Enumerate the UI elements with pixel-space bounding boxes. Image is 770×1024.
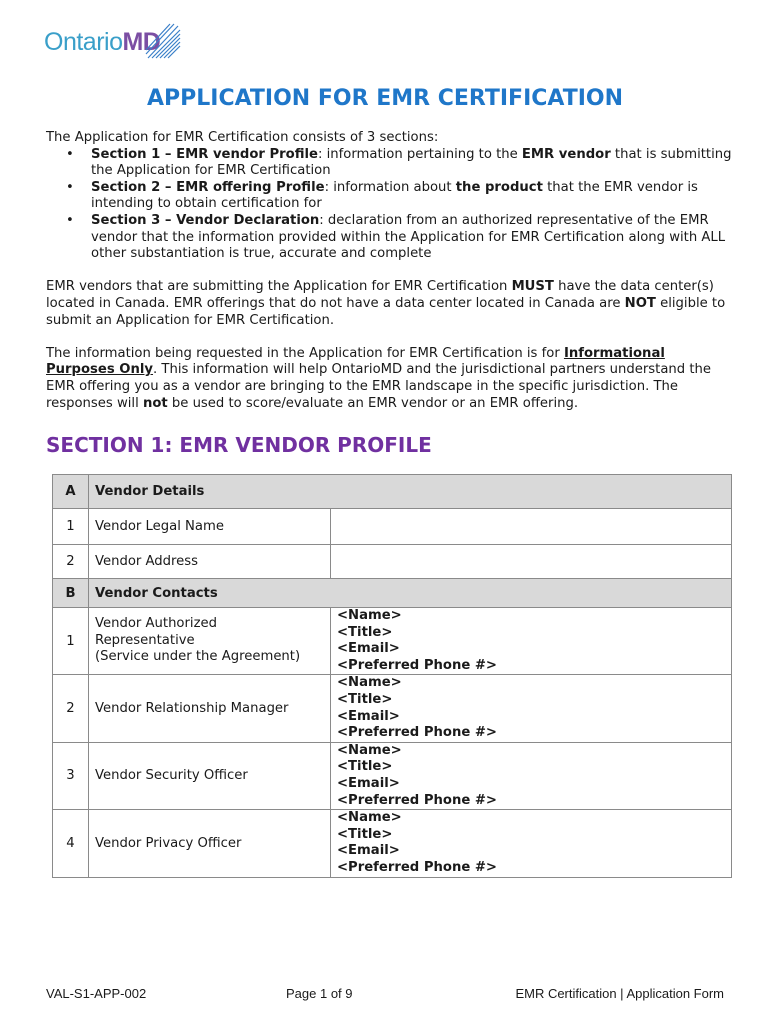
table-row: 2 Vendor Relationship Manager <Name> <Title> <Email> <Preferred Phone #> [53,675,732,742]
footer-page-number: Page 1 of 9 [286,986,353,1001]
authorized-rep-contact-field[interactable]: <Name> <Title> <Email> <Preferred Phone #> [331,608,732,675]
data-center-paragraph: EMR vendors that are submitting the Application for EMR Certification MUST have the data center(s) located in Canada. EMR offerings that do not have a data center located in Canada are NOT eligible to submit an Application for EMR Certification. [46,279,726,328]
list-item: • Section 1 – EMR vendor Profile: information pertaining to the EMR vendor that is submitting the Application for EMR Certification [66,146,732,179]
table-row: 1 Vendor Legal Name [53,509,732,545]
bullet-icon: • [66,212,74,228]
footer-document-title: EMR Certification | Application Form [515,986,724,1001]
bullet-icon: • [66,146,74,162]
vendor-address-field[interactable] [331,545,732,579]
table-header-a: A Vendor Details [53,475,732,509]
privacy-officer-contact-field[interactable]: <Name> <Title> <Email> <Preferred Phone #> [331,810,732,877]
security-officer-contact-field[interactable]: <Name> <Title> <Email> <Preferred Phone #> [331,742,732,809]
relationship-manager-contact-field[interactable]: <Name> <Title> <Email> <Preferred Phone #> [331,675,732,742]
intro-lead: The Application for EMR Certification consists of 3 sections: [46,130,439,145]
table-row: 4 Vendor Privacy Officer <Name> <Title> <Email> <Preferred Phone #> [53,810,732,877]
section-1-heading: SECTION 1: EMR VENDOR PROFILE [46,433,432,457]
vendor-profile-table [52,474,732,878]
table-header-b: B Vendor Contacts [53,579,732,608]
list-item: • Section 3 – Vendor Declaration: declaration from an authorized representative of the EMR vendor that the information provided within the Application for EMR Certification along with ALL other substantiation is true, accurate and complete [66,212,726,262]
vendor-legal-name-field[interactable] [331,509,732,545]
page-title: APPLICATION FOR EMR CERTIFICATION [146,86,624,111]
logo-wave-icon [142,20,184,62]
table-row: 1 Vendor Authorized Representative (Service under the Agreement) <Name> <Title> <Email> <Preferred Phone #> [53,608,732,675]
list-item: • Section 2 – EMR offering Profile: information about the product that the EMR vendor is intending to obtain certification for [66,179,698,212]
intro-section [46,130,736,412]
table-row: 3 Vendor Security Officer <Name> <Title> <Email> <Preferred Phone #> [53,742,732,809]
ontariomd-logo [44,22,184,66]
bullet-icon: • [66,179,74,195]
informational-paragraph: The information being requested in the Application for EMR Certification is for Informational Purposes Only. This information will help OntarioMD and the jurisdictional partners understand the EMR offering you as a vendor are bringing to the EMR landscape in the specific jurisdiction. The responses will not be used to score/evaluate an EMR vendor or an EMR offering. [46,345,711,411]
footer-document-id: VAL-S1-APP-002 [46,986,147,1001]
section-list [46,147,736,263]
table-row: 2 Vendor Address [53,545,732,579]
logo-text-md: MD [122,28,161,56]
logo-text-ontario: Ontario [44,28,123,56]
